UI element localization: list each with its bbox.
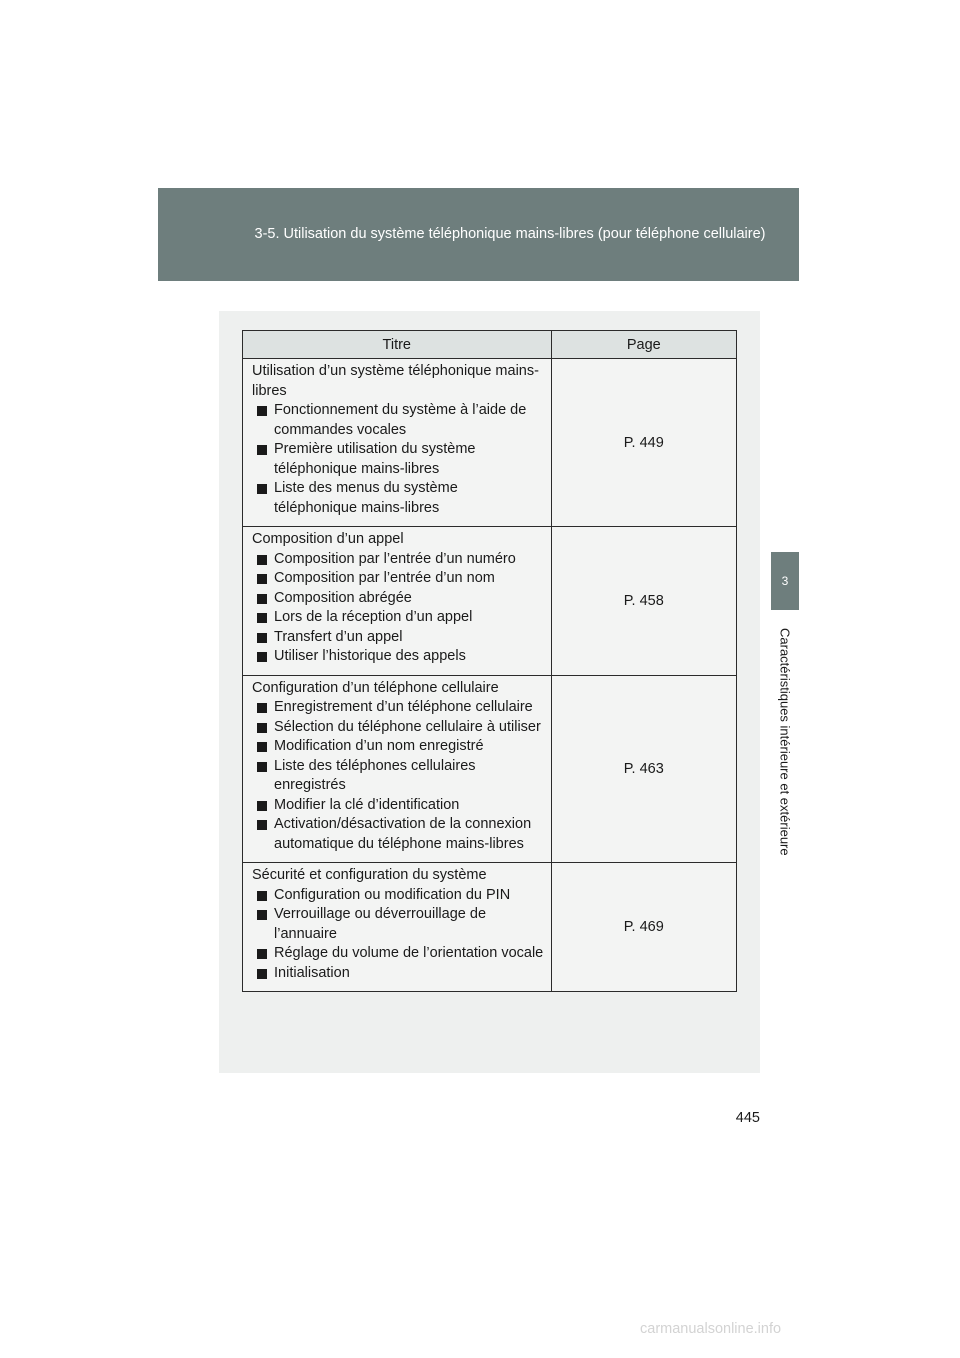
subtopic-text: Première utilisation du système téléphonique mains-libres	[274, 441, 476, 477]
chapter-tab-number: 3	[781, 574, 789, 588]
subtopic-list	[252, 698, 545, 854]
square-bullet-icon	[257, 406, 267, 416]
list-item	[265, 905, 545, 944]
square-bullet-icon	[257, 969, 267, 979]
list-item	[265, 401, 545, 440]
square-bullet-icon	[257, 633, 267, 643]
list-item	[265, 479, 545, 518]
section-title: Utilisation d’un système téléphonique mains-libres	[252, 363, 539, 399]
section-title: Composition d’un appel	[252, 531, 404, 547]
square-bullet-icon	[257, 445, 267, 455]
subtopic-text: Lors de la réception d’un appel	[274, 609, 473, 625]
list-item	[265, 698, 545, 718]
list-item	[265, 569, 545, 589]
square-bullet-icon	[257, 742, 267, 752]
table-row	[243, 527, 737, 676]
page-reference: P. 449	[551, 359, 736, 527]
square-bullet-icon	[257, 484, 267, 494]
list-item	[265, 964, 545, 984]
subtopic-text: Liste des téléphones cellulaires enregistrés	[274, 757, 476, 793]
subtopic-list	[252, 401, 545, 518]
square-bullet-icon	[257, 555, 267, 565]
section-title: Sécurité et configuration du système	[252, 867, 487, 883]
table-row	[243, 863, 737, 992]
square-bullet-icon	[257, 762, 267, 772]
subtopic-text: Fonctionnement du système à l’aide de commandes vocales	[274, 402, 527, 438]
subtopic-list	[252, 886, 545, 984]
contents-table	[242, 330, 737, 992]
section-cell	[243, 863, 552, 992]
subtopic-text: Composition par l’entrée d’un numéro	[274, 550, 516, 567]
square-bullet-icon	[257, 613, 267, 623]
list-item	[265, 589, 545, 609]
subtopic-text: Enregistrement d’un téléphone cellulaire	[274, 699, 533, 715]
chapter-tab	[771, 552, 799, 610]
chapter-side-label: Caractéristiques intérieure et extérieure	[777, 628, 793, 856]
column-header-page: Page	[551, 331, 736, 359]
section-cell	[243, 675, 552, 863]
list-item	[265, 550, 545, 570]
chapter-side-label-wrap	[771, 628, 799, 888]
chapter-header	[158, 188, 799, 281]
square-bullet-icon	[257, 652, 267, 662]
section-cell	[243, 527, 552, 676]
contents-panel	[219, 311, 760, 1073]
subtopic-list	[252, 550, 545, 667]
list-item	[265, 944, 545, 964]
section-cell	[243, 359, 552, 527]
square-bullet-icon	[257, 949, 267, 959]
table-body	[243, 359, 737, 992]
subtopic-text: Réglage du volume de l’orientation vocale	[274, 945, 544, 961]
list-item	[265, 815, 545, 854]
square-bullet-icon	[257, 703, 267, 713]
list-item	[265, 628, 545, 648]
section-title: Configuration d’un téléphone cellulaire	[252, 679, 499, 696]
square-bullet-icon	[257, 891, 267, 901]
square-bullet-icon	[257, 910, 267, 920]
square-bullet-icon	[257, 574, 267, 584]
column-header-title: Titre	[243, 331, 552, 359]
list-item	[265, 608, 545, 628]
list-item	[265, 737, 545, 757]
table-row	[243, 675, 737, 863]
square-bullet-icon	[257, 801, 267, 811]
list-item	[265, 796, 545, 816]
subtopic-text: Configuration ou modification du PIN	[274, 886, 511, 903]
list-item	[265, 647, 545, 667]
watermark: carmanualsonline.info	[640, 1321, 782, 1337]
subtopic-text: Verrouillage ou déverrouillage de l’annuaire	[274, 906, 487, 942]
page-number: 445	[735, 1110, 760, 1126]
chapter-title: 3-5. Utilisation du système téléphonique mains-libres (pour téléphone cellulaire)	[254, 226, 766, 242]
list-item	[265, 886, 545, 906]
subtopic-text: Modification d’un nom enregistré	[274, 738, 484, 754]
list-item	[265, 440, 545, 479]
subtopic-text: Initialisation	[274, 964, 350, 981]
page-reference: P. 458	[551, 527, 736, 676]
square-bullet-icon	[257, 594, 267, 604]
list-item	[265, 718, 545, 738]
subtopic-text: Activation/désactivation de la connexion automatique du téléphone mains-libres	[274, 816, 532, 852]
list-item	[265, 757, 545, 796]
subtopic-text: Utiliser l’historique des appels	[274, 648, 466, 664]
table-header-row	[243, 331, 737, 359]
subtopic-text: Modifier la clé d’identification	[274, 796, 460, 813]
page-reference: P. 463	[551, 675, 736, 863]
subtopic-text: Sélection du téléphone cellulaire à utiliser	[274, 718, 541, 735]
square-bullet-icon	[257, 723, 267, 733]
subtopic-text: Composition abrégée	[274, 589, 412, 606]
subtopic-text: Transfert d’un appel	[274, 628, 403, 645]
table-row	[243, 359, 737, 527]
subtopic-text: Composition par l’entrée d’un nom	[274, 570, 495, 586]
square-bullet-icon	[257, 820, 267, 830]
subtopic-text: Liste des menus du système téléphonique mains-libres	[274, 480, 458, 516]
page-reference: P. 469	[551, 863, 736, 992]
